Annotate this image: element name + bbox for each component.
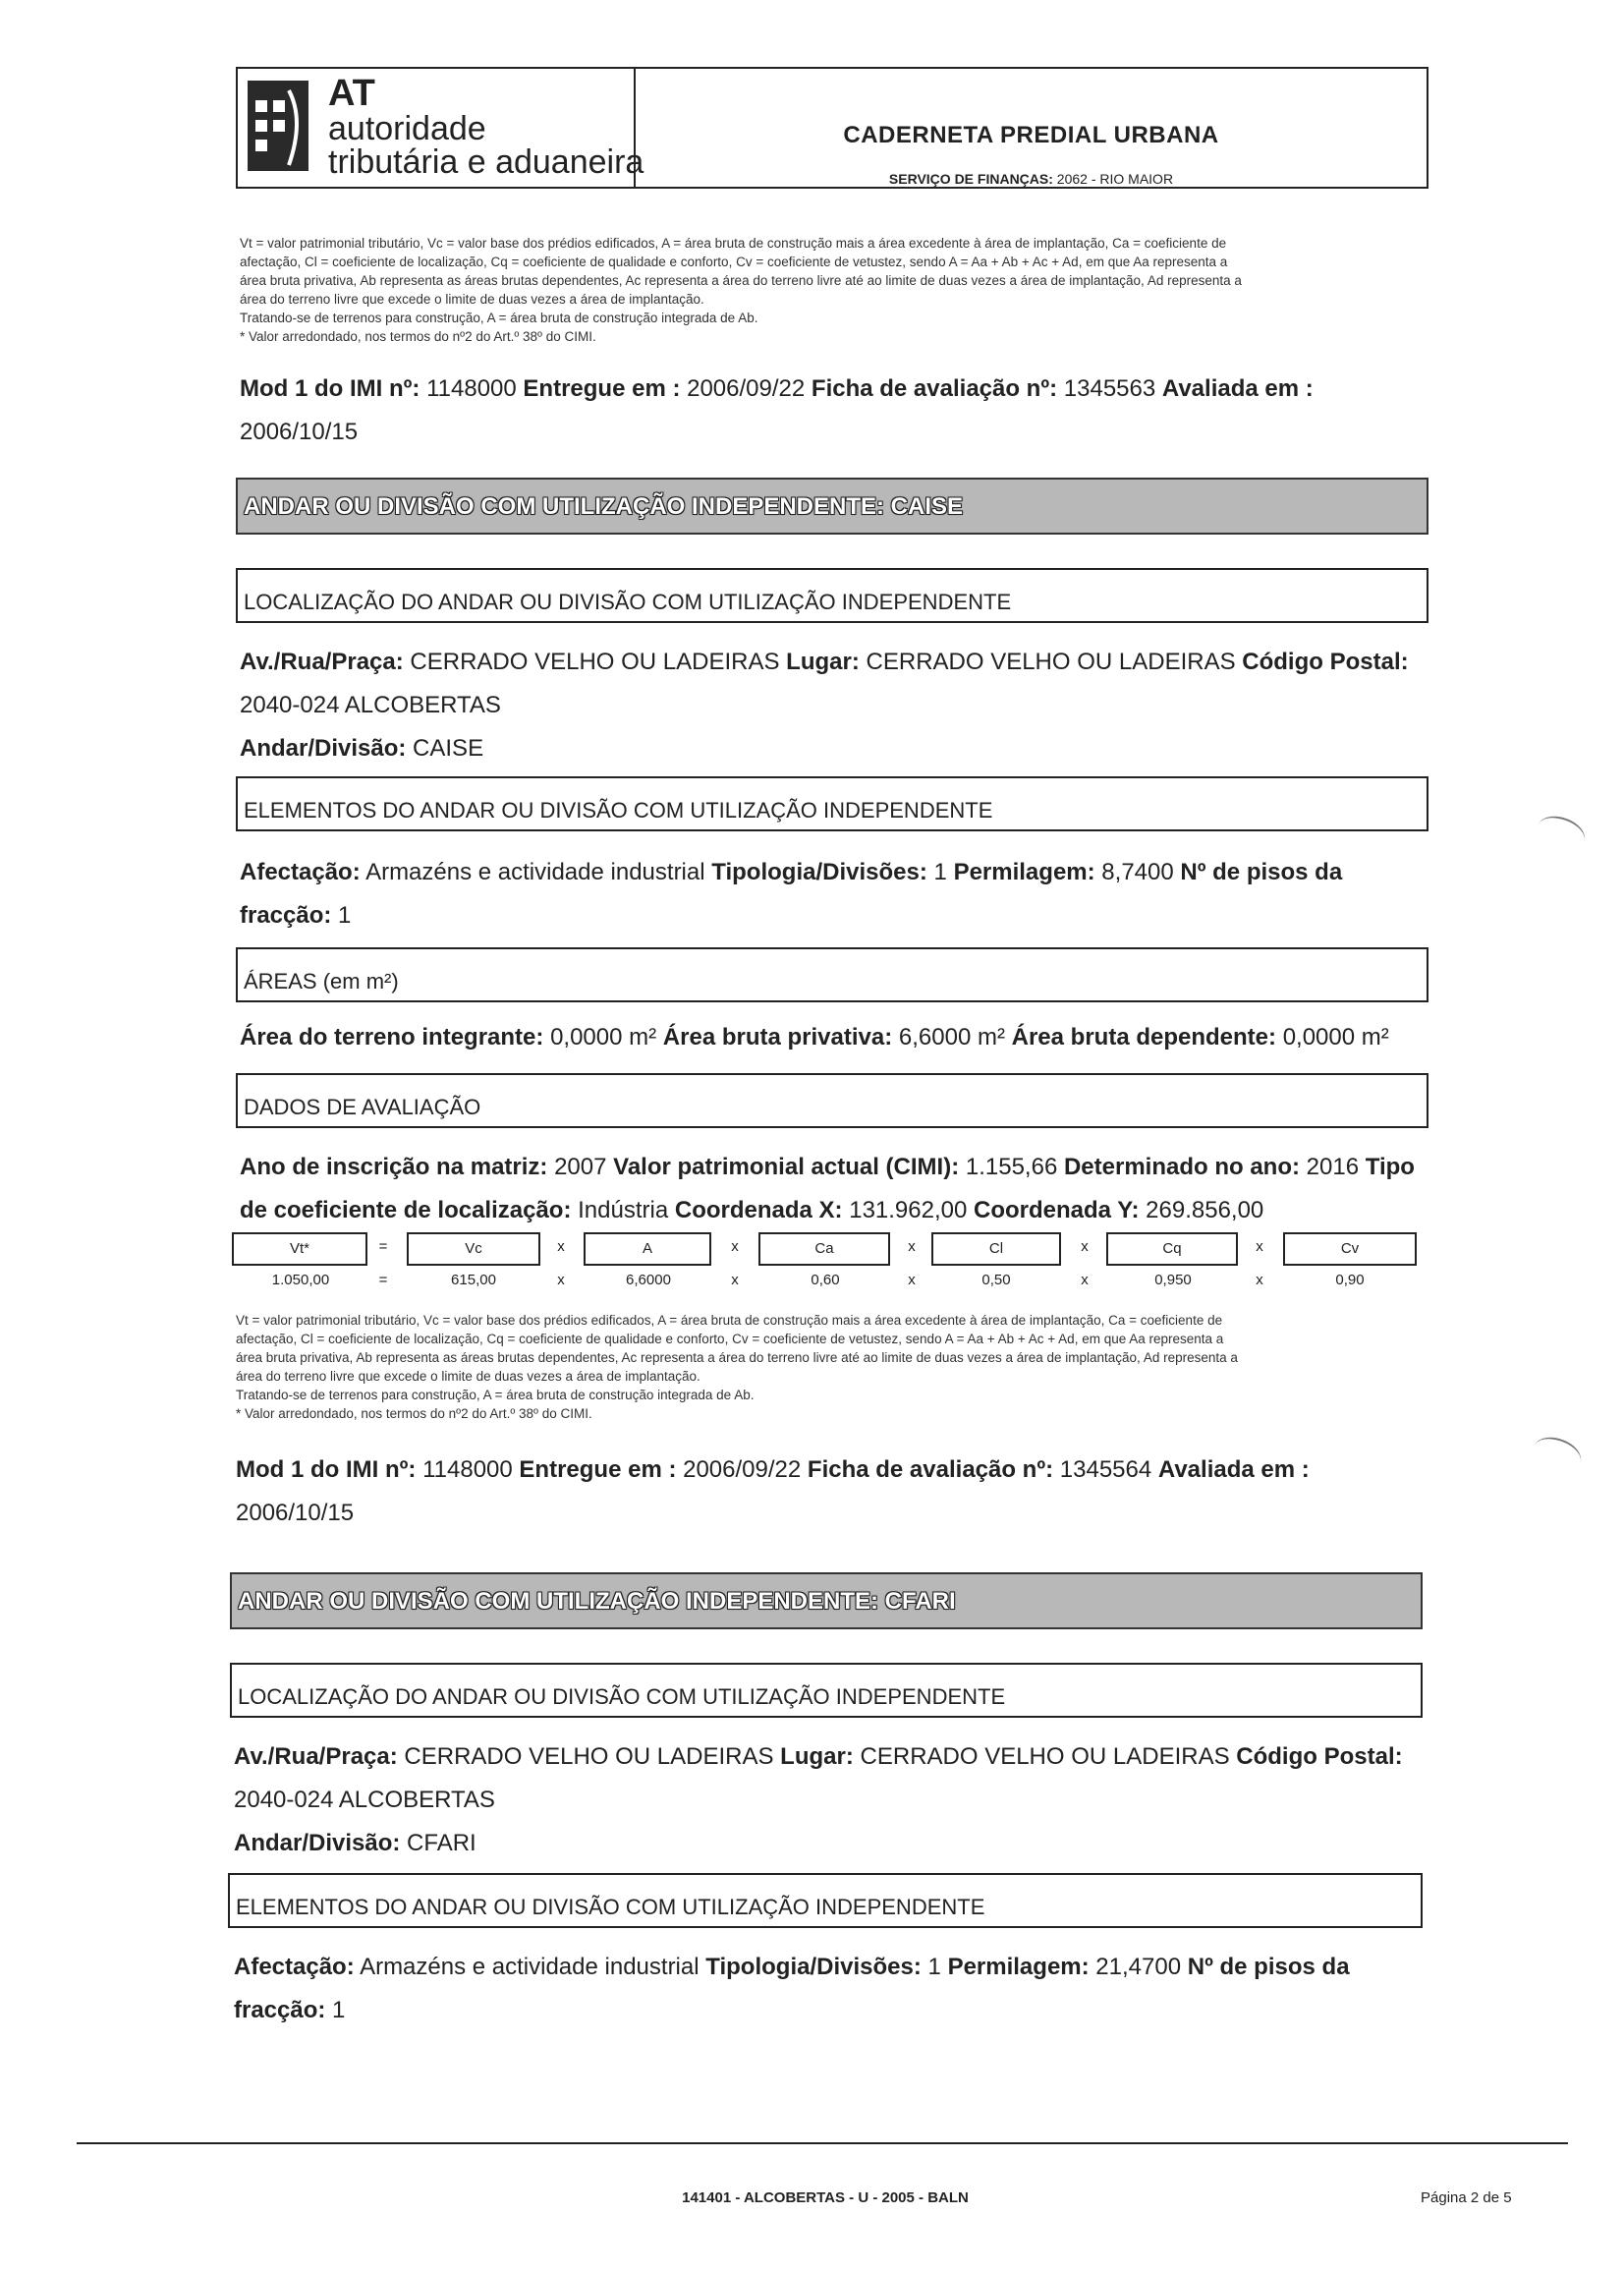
formula-value-ca: 0,60: [811, 1272, 840, 1288]
fraccao-label: fracção:: [240, 902, 332, 929]
determinado-value: 2016: [1306, 1154, 1360, 1180]
area-terreno-value: 0,0000 m²: [550, 1024, 657, 1051]
cp-label: Código Postal:: [1242, 649, 1409, 675]
note-line: Vt = valor patrimonial tributário, Vc = valor base dos prédios edificados, A = área bruta de construção mais a área excedente à área de implantação, Ca = coeficiente de: [240, 236, 1227, 251]
lugar-label: Lugar:: [780, 1743, 854, 1770]
scan-mark: [1533, 810, 1590, 856]
note-line: afectação, Cl = coeficiente de localização, Cq = coeficiente de qualidade e conforto, Cv = coeficiente de vetustez, sendo A = Aa + Ab + Ac + Ad, em que Aa representa a: [236, 1332, 1224, 1346]
formula-op: x: [557, 1272, 565, 1288]
cp-label: Código Postal:: [1236, 1743, 1403, 1770]
section-title: LOCALIZAÇÃO DO ANDAR OU DIVISÃO COM UTILIZAÇÃO INDEPENDENTE: [244, 590, 1012, 614]
section-dados: [236, 1073, 1428, 1128]
rua-value: CERRADO VELHO OU LADEIRAS: [410, 649, 780, 675]
section-elementos: [228, 1873, 1423, 1928]
areas-block: [240, 1016, 1428, 1059]
ficha-value: 1345563: [1063, 375, 1156, 402]
coef-localizacao-label: de coeficiente de localização:: [240, 1197, 572, 1223]
formula-op: x: [1081, 1272, 1089, 1288]
avaliada-label: Avaliada em :: [1157, 1456, 1310, 1483]
coef-localizacao-value: Indústria: [578, 1197, 669, 1223]
scan-mark: [1529, 1431, 1586, 1477]
lugar-value: CERRADO VELHO OU LADEIRAS: [866, 649, 1236, 675]
formula-value-vt: 1.050,00: [271, 1272, 330, 1288]
formula-op: x: [1081, 1238, 1089, 1255]
avaliada-label: Avaliada em :: [1161, 375, 1314, 402]
address-block: [234, 1735, 1423, 1865]
note-line: área do terreno livre que excede o limite de duas vezes a área de implantação.: [236, 1369, 700, 1384]
section-elementos: [236, 776, 1428, 831]
section-title: DADOS DE AVALIAÇÃO: [244, 1095, 481, 1119]
permilagem-label: Permilagem:: [947, 1954, 1090, 1980]
mod-value: 1148000: [422, 1456, 513, 1483]
coord-y-value: 269.856,00: [1146, 1197, 1264, 1223]
permilagem-value: 21,4700: [1095, 1954, 1182, 1980]
ficha-label: Ficha de avaliação nº:: [811, 375, 1058, 402]
section-title: ÁREAS (em m²): [244, 969, 399, 994]
unit-band-label: ANDAR OU DIVISÃO COM UTILIZAÇÃO INDEPENDENTE: CAISE: [244, 493, 964, 520]
elementos-block: [234, 1946, 1423, 2032]
formula-value-a: 6,6000: [626, 1272, 671, 1288]
document-title: CADERNETA PREDIAL URBANA: [843, 122, 1219, 148]
formula-op: x: [731, 1238, 739, 1255]
avaliada-value: 2006/10/15: [240, 419, 359, 445]
rua-value: CERRADO VELHO OU LADEIRAS: [404, 1743, 774, 1770]
mod-value: 1148000: [426, 375, 517, 402]
tipologia-label: Tipologia/Divisões:: [711, 859, 927, 885]
formula-op: x: [908, 1272, 916, 1288]
cp-value: 2040-024 ALCOBERTAS: [234, 1787, 495, 1813]
ano-label: Ano de inscrição na matriz:: [240, 1154, 548, 1180]
footer-reference: 141401 - ALCOBERTAS - U - 2005 - BALN: [682, 2189, 969, 2206]
area-dependente-label: Área bruta dependente:: [1011, 1024, 1277, 1051]
service-office: [636, 171, 1427, 187]
formula-value-vc: 615,00: [451, 1272, 496, 1288]
afectacao-value: Armazéns e actividade industrial: [360, 1954, 700, 1980]
formula-name-ca: Ca: [758, 1232, 890, 1266]
lugar-label: Lugar:: [786, 649, 860, 675]
at-logo-icon: [246, 71, 310, 179]
formula-name-cq: Cq: [1106, 1232, 1238, 1266]
section-localizacao: [230, 1663, 1423, 1718]
note-line: Tratando-se de terrenos para construção, A = área bruta de construção integrada de Ab.: [236, 1388, 755, 1402]
pisos-label: Nº de pisos da: [1187, 1954, 1350, 1980]
entregue-value: 2006/09/22: [683, 1456, 802, 1483]
pisos-value: 1: [332, 1997, 346, 2023]
andar-label: Andar/Divisão:: [240, 735, 407, 762]
fraccao-label: fracção:: [234, 1997, 326, 2023]
coord-x-value: 131.962,00: [849, 1197, 968, 1223]
andar-value: CAISE: [413, 735, 484, 762]
formula-name-cv: Cv: [1283, 1232, 1417, 1266]
formula-value-cl: 0,50: [981, 1272, 1011, 1288]
tipologia-label: Tipologia/Divisões:: [705, 1954, 922, 1980]
permilagem-value: 8,7400: [1101, 859, 1174, 885]
afectacao-value: Armazéns e actividade industrial: [365, 859, 705, 885]
formula-op: x: [1256, 1272, 1263, 1288]
note-line: Vt = valor patrimonial tributário, Vc = valor base dos prédios edificados, A = área bruta de construção mais a área excedente à área de implantação, Ca = coeficiente de: [236, 1313, 1223, 1328]
service-value: 2062 - RIO MAIOR: [1056, 171, 1174, 187]
mod1-record-a: [240, 368, 1419, 454]
cp-value: 2040-024 ALCOBERTAS: [240, 692, 501, 718]
formula-op: =: [378, 1272, 388, 1288]
mod1-record-b: [236, 1448, 1425, 1535]
note-line: Tratando-se de terrenos para construção, A = área bruta de construção integrada de Ab.: [240, 311, 758, 325]
mod-label: Mod 1 do IMI nº:: [236, 1456, 417, 1483]
tipologia-value: 1: [927, 1954, 941, 1980]
unit-band-label: ANDAR OU DIVISÃO COM UTILIZAÇÃO INDEPENDENTE: CFARI: [238, 1588, 956, 1615]
ficha-value: 1345564: [1059, 1456, 1152, 1483]
determinado-label: Determinado no ano:: [1063, 1154, 1300, 1180]
note-line: * Valor arredondado, nos termos do nº2 do Art.º 38º do CIMI.: [240, 329, 596, 344]
dados-block: [240, 1146, 1428, 1232]
note-line: afectação, Cl = coeficiente de localização, Cq = coeficiente de qualidade e conforto, Cv = coeficiente de vetustez, sendo A = Aa + Ab + Ac + Ad, em que Aa representa a: [240, 255, 1228, 269]
tipologia-value: 1: [933, 859, 947, 885]
section-title: ELEMENTOS DO ANDAR OU DIVISÃO COM UTILIZAÇÃO INDEPENDENTE: [236, 1895, 985, 1919]
area-terreno-label: Área do terreno integrante:: [240, 1024, 544, 1051]
formula-name-vc: Vc: [407, 1232, 540, 1266]
section-title: LOCALIZAÇÃO DO ANDAR OU DIVISÃO COM UTILIZAÇÃO INDEPENDENTE: [238, 1684, 1006, 1709]
vp-value: 1.155,66: [965, 1154, 1058, 1180]
notes-mid: [236, 1311, 1444, 1423]
entregue-label: Entregue em :: [523, 375, 681, 402]
avaliada-value: 2006/10/15: [236, 1500, 355, 1526]
address-block: [240, 641, 1428, 770]
rua-label: Av./Rua/Praça:: [234, 1743, 398, 1770]
area-dependente-value: 0,0000 m²: [1282, 1024, 1389, 1051]
andar-value: CFARI: [407, 1830, 476, 1856]
section-title: ELEMENTOS DO ANDAR OU DIVISÃO COM UTILIZAÇÃO INDEPENDENTE: [244, 798, 993, 823]
note-line: área bruta privativa, Ab representa as áreas brutas dependentes, Ac representa a área do terreno livre até ao limite de duas vezes a área de implantação, Ad representa a: [236, 1350, 1238, 1365]
page-number: Página 2 de 5: [1421, 2189, 1512, 2206]
ano-value: 2007: [554, 1154, 607, 1180]
afectacao-label: Afectação:: [234, 1954, 355, 1980]
formula-op: x: [908, 1238, 916, 1255]
formula-name-a: A: [584, 1232, 711, 1266]
unit-band-cfari: [230, 1572, 1423, 1629]
coord-y-label: Coordenada Y:: [974, 1197, 1140, 1223]
note-line: área do terreno livre que excede o limite de duas vezes a área de implantação.: [240, 292, 704, 307]
permilagem-label: Permilagem:: [953, 859, 1095, 885]
formula-name-vt: Vt*: [232, 1232, 367, 1266]
afectacao-label: Afectação:: [240, 859, 361, 885]
elementos-block: [240, 851, 1428, 937]
logo-autoridade: autoridade: [328, 110, 486, 147]
formula-op: =: [378, 1238, 388, 1255]
rua-label: Av./Rua/Praça:: [240, 649, 404, 675]
logo-tributaria: tributária e aduaneira: [328, 143, 644, 181]
section-areas: [236, 947, 1428, 1002]
notes-top: [240, 234, 1448, 346]
note-line: área bruta privativa, Ab representa as áreas brutas dependentes, Ac representa a área do terreno livre até ao limite de duas vezes a área de implantação, Ad representa a: [240, 273, 1242, 288]
footer-rule: [77, 2142, 1568, 2144]
area-privativa-value: 6,6000 m²: [898, 1024, 1005, 1051]
note-line: * Valor arredondado, nos termos do nº2 do Art.º 38º do CIMI.: [236, 1406, 592, 1421]
ficha-label: Ficha de avaliação nº:: [807, 1456, 1054, 1483]
formula-value-cq: 0,950: [1154, 1272, 1192, 1288]
entregue-label: Entregue em :: [519, 1456, 677, 1483]
lugar-value: CERRADO VELHO OU LADEIRAS: [860, 1743, 1230, 1770]
logo-at: AT: [328, 73, 375, 114]
vp-label: Valor patrimonial actual (CIMI):: [613, 1154, 960, 1180]
formula-row: [232, 1232, 1428, 1291]
andar-label: Andar/Divisão:: [234, 1830, 401, 1856]
area-privativa-label: Área bruta privativa:: [662, 1024, 893, 1051]
tipo-label: Tipo: [1365, 1154, 1415, 1180]
pisos-value: 1: [338, 902, 352, 929]
entregue-value: 2006/09/22: [687, 375, 806, 402]
formula-op: x: [1256, 1238, 1263, 1255]
service-label: SERVIÇO DE FINANÇAS:: [888, 171, 1053, 187]
unit-band-caise: [236, 478, 1428, 535]
pisos-label: Nº de pisos da: [1180, 859, 1343, 885]
mod-label: Mod 1 do IMI nº:: [240, 375, 420, 402]
formula-op: x: [557, 1238, 565, 1255]
section-localizacao: [236, 568, 1428, 623]
formula-name-cl: Cl: [931, 1232, 1061, 1266]
formula-op: x: [731, 1272, 739, 1288]
formula-value-cv: 0,90: [1335, 1272, 1365, 1288]
coord-x-label: Coordenada X:: [674, 1197, 843, 1223]
